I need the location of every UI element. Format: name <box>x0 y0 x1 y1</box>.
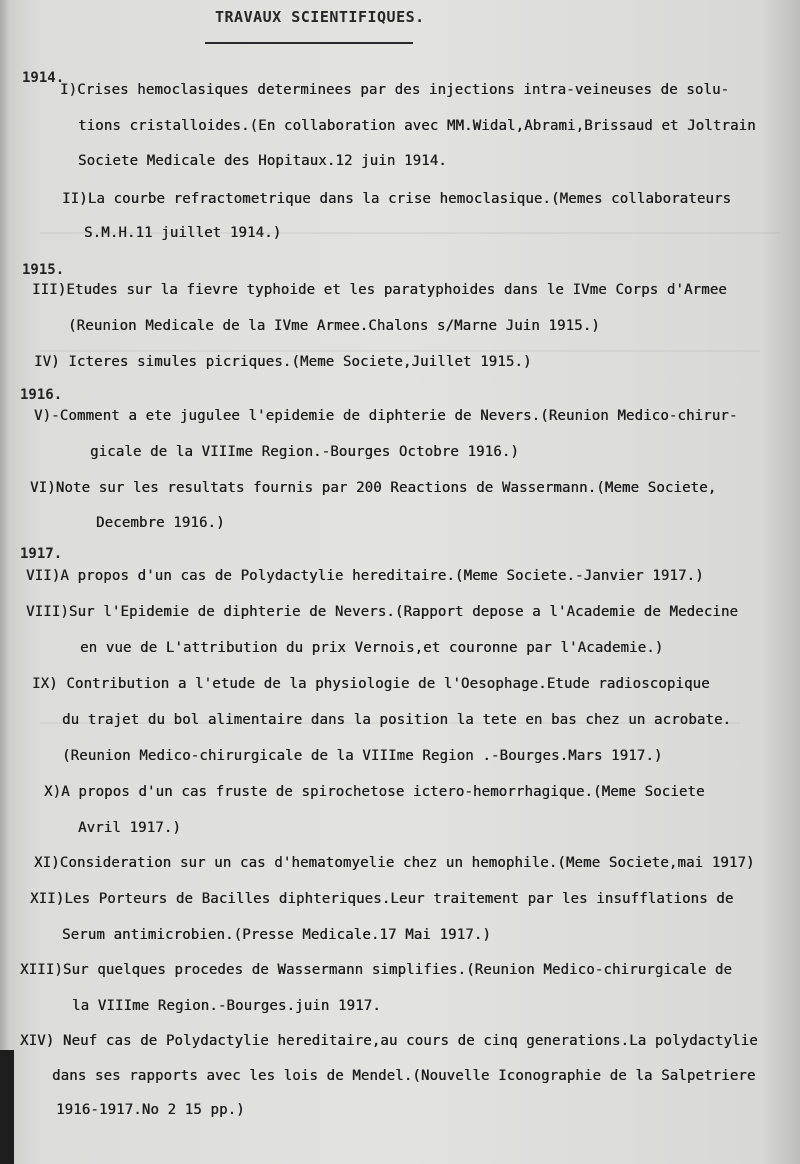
entry-line: IV) Icteres simules picriques.(Meme Societe,Juillet 1915.) <box>34 354 532 370</box>
entry-line: gicale de la VIIIme Region.-Bourges Octobre 1916.) <box>90 444 519 460</box>
entry-line: VIII)Sur l'Epidemie de diphterie de Nevers.(Rapport depose a l'Academie de Medecine <box>26 604 739 620</box>
entry-line: Avril 1917.) <box>78 820 181 836</box>
entry-line: XII)Les Porteurs de Bacilles diphteriques.Leur traitement par les insufflations de <box>30 891 734 907</box>
entry-line: X)A propos d'un cas fruste de spirochetose ictero-hemorrhagique.(Meme Societe <box>44 784 705 800</box>
entry-line: Decembre 1916.) <box>96 515 225 531</box>
entry-line: la VIIIme Region.-Bourges.juin 1917. <box>72 998 381 1014</box>
entry-line: VII)A propos d'un cas de Polydactylie hereditaire.(Meme Societe.-Janvier 1917.) <box>26 568 704 584</box>
entry-line: IX) Contribution a l'etude de la physiologie de l'Oesophage.Etude radioscopique <box>32 676 710 692</box>
year-heading-1914: 1914. <box>22 70 65 86</box>
entry-line: (Reunion Medicale de la IVme Armee.Chalons s/Marne Juin 1915.) <box>68 318 600 334</box>
entry-line: Serum antimicrobien.(Presse Medicale.17 Mai 1917.) <box>62 927 491 943</box>
entry-line: II)La courbe refractometrique dans la crise hemoclasique.(Memes collaborateurs <box>62 191 732 207</box>
entry-line: VI)Note sur les resultats fournis par 200 Reactions de Wassermann.(Meme Societe, <box>30 480 717 496</box>
year-heading-1917: 1917. <box>20 546 63 562</box>
title-underline <box>205 42 413 44</box>
entry-line: XIV) Neuf cas de Polydactylie hereditaire,au cours de cinq generations.La polydactylie <box>20 1033 758 1049</box>
entry-line: XIII)Sur quelques procedes de Wassermann simplifies.(Reunion Medico-chirurgicale de <box>20 962 733 978</box>
entry-line: en vue de L'attribution du prix Vernois,et couronne par l'Academie.) <box>80 640 664 656</box>
entry-line: I)Crises hemoclasiques determinees par des injections intra-veineuses de solu- <box>60 82 730 98</box>
entry-line: V)-Comment a ete jugulee l'epidemie de diphterie de Nevers.(Reunion Medico-chirur- <box>34 408 738 424</box>
entry-line: Societe Medicale des Hopitaux.12 juin 1914. <box>78 153 447 169</box>
scan-edge-shadow <box>0 1050 14 1164</box>
entry-line: tions cristalloides.(En collaboration avec MM.Widal,Abrami,Brissaud et Joltrain <box>78 118 756 134</box>
year-heading-1915: 1915. <box>22 262 65 278</box>
year-heading-1916: 1916. <box>20 387 63 403</box>
bleed-through-mark <box>40 350 760 352</box>
entry-line: dans ses rapports avec les lois de Mendel.(Nouvelle Iconographie de la Salpetriere <box>52 1068 756 1084</box>
entry-line: du trajet du bol alimentaire dans la position la tete en bas chez un acrobate. <box>62 712 732 728</box>
entry-line: 1916-1917.No 2 15 pp.) <box>56 1102 245 1118</box>
entry-line: XI)Consideration sur un cas d'hematomyelie chez un hemophile.(Meme Societe,mai 1917) <box>34 855 755 871</box>
entry-line: S.M.H.11 juillet 1914.) <box>84 225 282 241</box>
document-title: TRAVAUX SCIENTIFIQUES. <box>215 8 425 26</box>
entry-line: III)Etudes sur la fievre typhoide et les paratyphoides dans le IVme Corps d'Armee <box>32 282 727 298</box>
entry-line: (Reunion Medico-chirurgicale de la VIIIme Region .-Bourges.Mars 1917.) <box>62 748 663 764</box>
